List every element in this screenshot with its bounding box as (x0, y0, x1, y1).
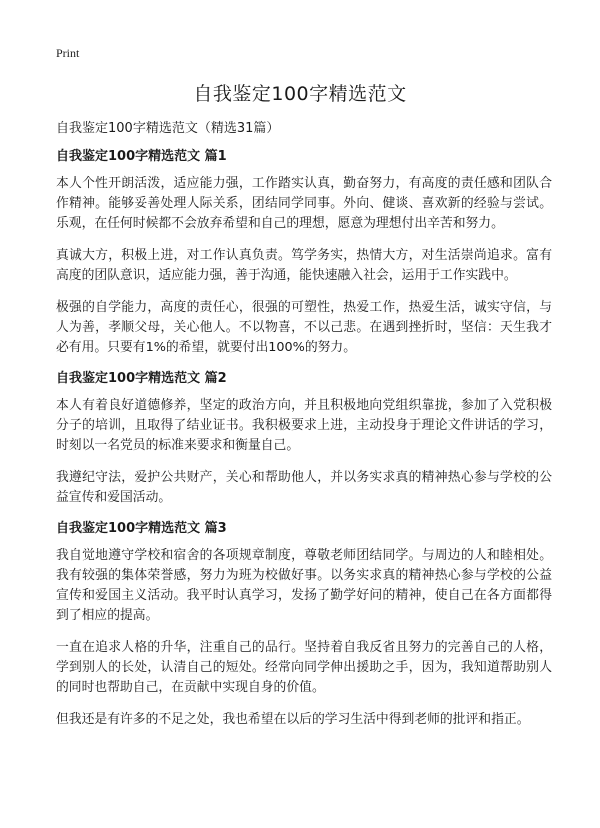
paragraph: 本人有着良好道德修养，坚定的政治方向，并且积极地向党组织靠拢，参加了入党积极分子的培训，且取得了结业证书。我积极要求上进，主动投身于理论文件讲话的学习，时刻以一名党员的标准来要求和衡量自己。 (56, 398, 552, 453)
paragraph: 真诚大方，积极上进，对工作认真负责。笃学务实，热情大方，对生活崇尚追求。富有高度的团队意识，适应能力强，善于沟通，能快速融入社会，运用于工作实践中。 (56, 248, 552, 283)
document-body (56, 120, 552, 742)
print-link[interactable]: Print (56, 46, 80, 60)
section-2 (56, 370, 552, 508)
section-heading: 自我鉴定100字精选范文 篇1 (56, 149, 227, 164)
page-title: 自我鉴定100字精选范文 (193, 83, 407, 105)
section-3 (56, 520, 552, 730)
paragraph: 但我还是有许多的不足之处，我也希望在以后的学习生活中得到老师的批评和指正。 (56, 712, 530, 727)
document-subtitle: 自我鉴定100字精选范文（精选31篇） (56, 121, 280, 136)
paragraph: 极强的自学能力，高度的责任心，很强的可塑性，热爱工作，热爱生活，诚实守信，与人为善，孝顺父母，关心他人。不以物喜，不以己悲。在遇到挫折时，坚信：天生我才必有用。只要有1%的希望，就要付出100%的努力。 (56, 300, 552, 355)
section-1 (56, 148, 552, 358)
paragraph: 一直在追求人格的升华，注重自己的品行。坚持着自我反省且努力的完善自己的人格，学到别人的长处，认清自己的短处。经常向同学伸出援助之手，因为，我知道帮助别人的同时也帮助自己，在贡献中实现自身的价值。 (56, 640, 552, 695)
paragraph: 我自觉地遵守学校和宿舍的各项规章制度，尊敬老师团结同学。与周边的人和睦相处。我有较强的集体荣誉感，努力为班为校做好事。以务实求真的精神热心参与学校的公益宣传和爱国主义活动。我平时认真学习，发扬了勤学好问的精神，使自己在各方面都得到了相应的提高。 (56, 548, 552, 623)
section-heading: 自我鉴定100字精选范文 篇3 (56, 521, 227, 536)
paragraph: 我遵纪守法，爱护公共财产，关心和帮助他人，并以务实求真的精神热心参与学校的公益宣传和爱国活动。 (56, 470, 552, 505)
section-heading: 自我鉴定100字精选范文 篇2 (56, 371, 227, 386)
paragraph: 本人个性开朗活泼，适应能力强，工作踏实认真，勤奋努力，有高度的责任感和团队合作精神。能够妥善处理人际关系，团结同学同事。外向、健谈、喜欢新的经验与尝试。乐观，在任何时候都不会放弃希望和自己的理想，愿意为理想付出辛苦和努力。 (56, 176, 552, 231)
